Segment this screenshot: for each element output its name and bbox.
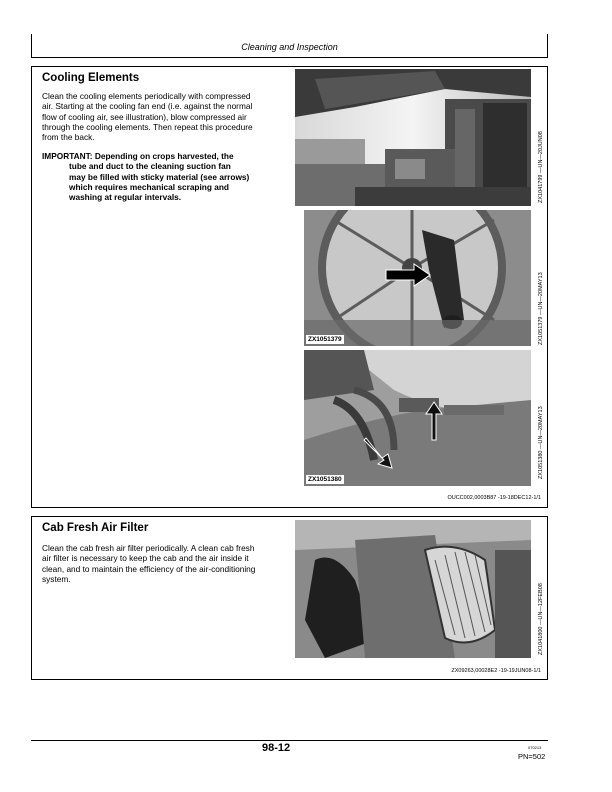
image-code: ZX1041800 —UN—12FEB08 — [538, 583, 544, 655]
image-code: ZX1051380 —UN—20MAY13 — [538, 406, 544, 479]
footer-rule — [31, 740, 548, 741]
page-number: 98-12 — [262, 742, 291, 754]
photo-cooling-fan — [304, 210, 531, 346]
important-line: tube and duct to the cleaning suction fan — [69, 161, 231, 172]
image-code: ZX1051379 —UN—20MAY13 — [538, 272, 544, 345]
header-rule — [31, 57, 548, 58]
photo-cab-filter — [295, 520, 531, 658]
footer-small-code: 070213 — [528, 745, 542, 750]
important-line: IMPORTANT: Depending on crops harvested, the — [42, 151, 234, 161]
cab-paragraph — [42, 543, 288, 584]
paragraph-line: through the cooling elements. Then repeat this procedure — [42, 121, 253, 132]
paragraph-line: Clean the cab fresh air filter periodically. A clean cab fresh — [42, 543, 255, 553]
section-cab-fresh-air-filter — [31, 516, 548, 680]
paragraph-line: flow of cooling air, see illustration), blow compressed air — [42, 111, 247, 122]
paragraph-line: air. Starting at the cooling fan end (i.e. against the normal — [42, 101, 253, 112]
image-tag: ZX1051379 — [308, 336, 342, 343]
photo-suction-duct-graphic — [304, 350, 531, 486]
page-header-title: Cleaning and Inspection — [241, 42, 338, 52]
photo-suction-duct — [304, 350, 531, 486]
section-cooling-elements — [31, 66, 548, 508]
photo-cab-filter-graphic — [295, 520, 531, 658]
cooling-paragraph — [42, 91, 288, 142]
reference-code: OUCC002,0003B87 -19-18DEC12-1/1 — [447, 495, 541, 501]
important-line: washing at regular intervals. — [69, 192, 182, 203]
reference-code: ZX09263,00028E2 -19-19JUN08-1/1 — [451, 668, 541, 674]
paragraph-line: from the back. — [42, 132, 95, 143]
important-line: which requires mechanical scraping and — [69, 181, 229, 192]
photo-cooling-housing — [295, 69, 531, 206]
photo-cooling-housing-graphic — [295, 69, 531, 206]
paragraph-line: air filter is necessary to keep the cab and the air inside it — [42, 553, 249, 564]
pn-number: PN=502 — [518, 752, 546, 761]
paragraph-line: clean, and to maintain the efficiency of the air-conditioning — [42, 563, 256, 574]
paragraph-line: Clean the cooling elements periodically with compressed — [42, 91, 251, 101]
photo-cooling-fan-graphic — [304, 210, 531, 346]
important-note — [42, 151, 288, 202]
section-title: Cooling Elements — [42, 72, 140, 84]
important-line: may be filled with sticky material (see arrows) — [69, 171, 250, 182]
image-tag: ZX1051380 — [308, 476, 342, 483]
image-code: ZX1041799 —UN—20JUN08 — [538, 131, 544, 203]
paragraph-line: system. — [42, 573, 71, 584]
section-title: Cab Fresh Air Filter — [42, 522, 149, 534]
